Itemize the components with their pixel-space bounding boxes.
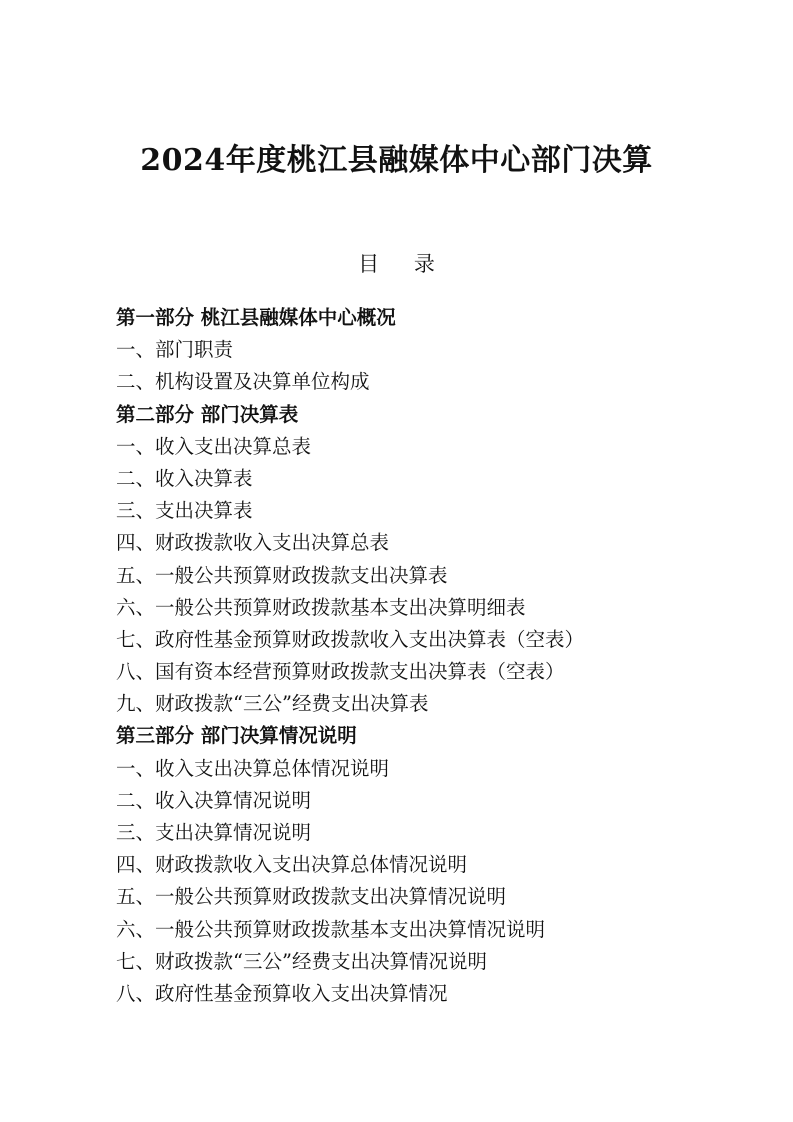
toc-entry: 三、支出决算情况说明 bbox=[116, 821, 312, 844]
toc-entry: 一、收入支出决算总体情况说明 bbox=[116, 756, 390, 780]
table-of-contents bbox=[116, 302, 756, 1010]
toc-heading: 目 录 bbox=[358, 252, 449, 276]
toc-part-heading: 第三部分 部门决算情况说明 bbox=[116, 724, 357, 748]
toc-entry: 四、财政拨款收入支出决算总体情况说明 bbox=[116, 853, 468, 877]
toc-entry: 八、政府性基金预算收入支出决算情况 bbox=[116, 981, 448, 1005]
toc-entry: 七、政府性基金预算财政拨款收入支出决算表（空表） bbox=[116, 627, 585, 651]
toc-entry: 二、机构设置及决算单位构成 bbox=[116, 370, 370, 394]
toc-entry: 一、部门职责 bbox=[116, 338, 234, 362]
toc-entry: 一、收入支出决算总表 bbox=[116, 434, 312, 458]
toc-entry: 九、财政拨款“三公”经费支出决算表 bbox=[116, 692, 429, 716]
toc-entry: 五、一般公共预算财政拨款支出决算表 bbox=[116, 563, 448, 587]
toc-entry: 三、支出决算表 bbox=[116, 499, 253, 523]
toc-entry: 四、财政拨款收入支出决算总表 bbox=[116, 531, 390, 555]
toc-entry: 七、财政拨款“三公”经费支出决算情况说明 bbox=[116, 949, 487, 973]
toc-entry: 八、国有资本经营预算财政拨款支出决算表（空表） bbox=[116, 660, 565, 684]
document-title: 2024年度桃江县融媒体中心部门决算 bbox=[140, 143, 653, 178]
toc-entry: 六、一般公共预算财政拨款基本支出决算情况说明 bbox=[116, 917, 546, 941]
toc-part-heading: 第一部分 桃江县融媒体中心概况 bbox=[116, 306, 396, 329]
toc-entry: 六、一般公共预算财政拨款基本支出决算明细表 bbox=[116, 595, 526, 619]
toc-entry: 五、一般公共预算财政拨款支出决算情况说明 bbox=[116, 885, 507, 909]
toc-part-heading: 第二部分 部门决算表 bbox=[116, 402, 299, 426]
toc-entry: 二、收入决算情况说明 bbox=[116, 788, 312, 812]
toc-entry: 二、收入决算表 bbox=[116, 466, 253, 490]
